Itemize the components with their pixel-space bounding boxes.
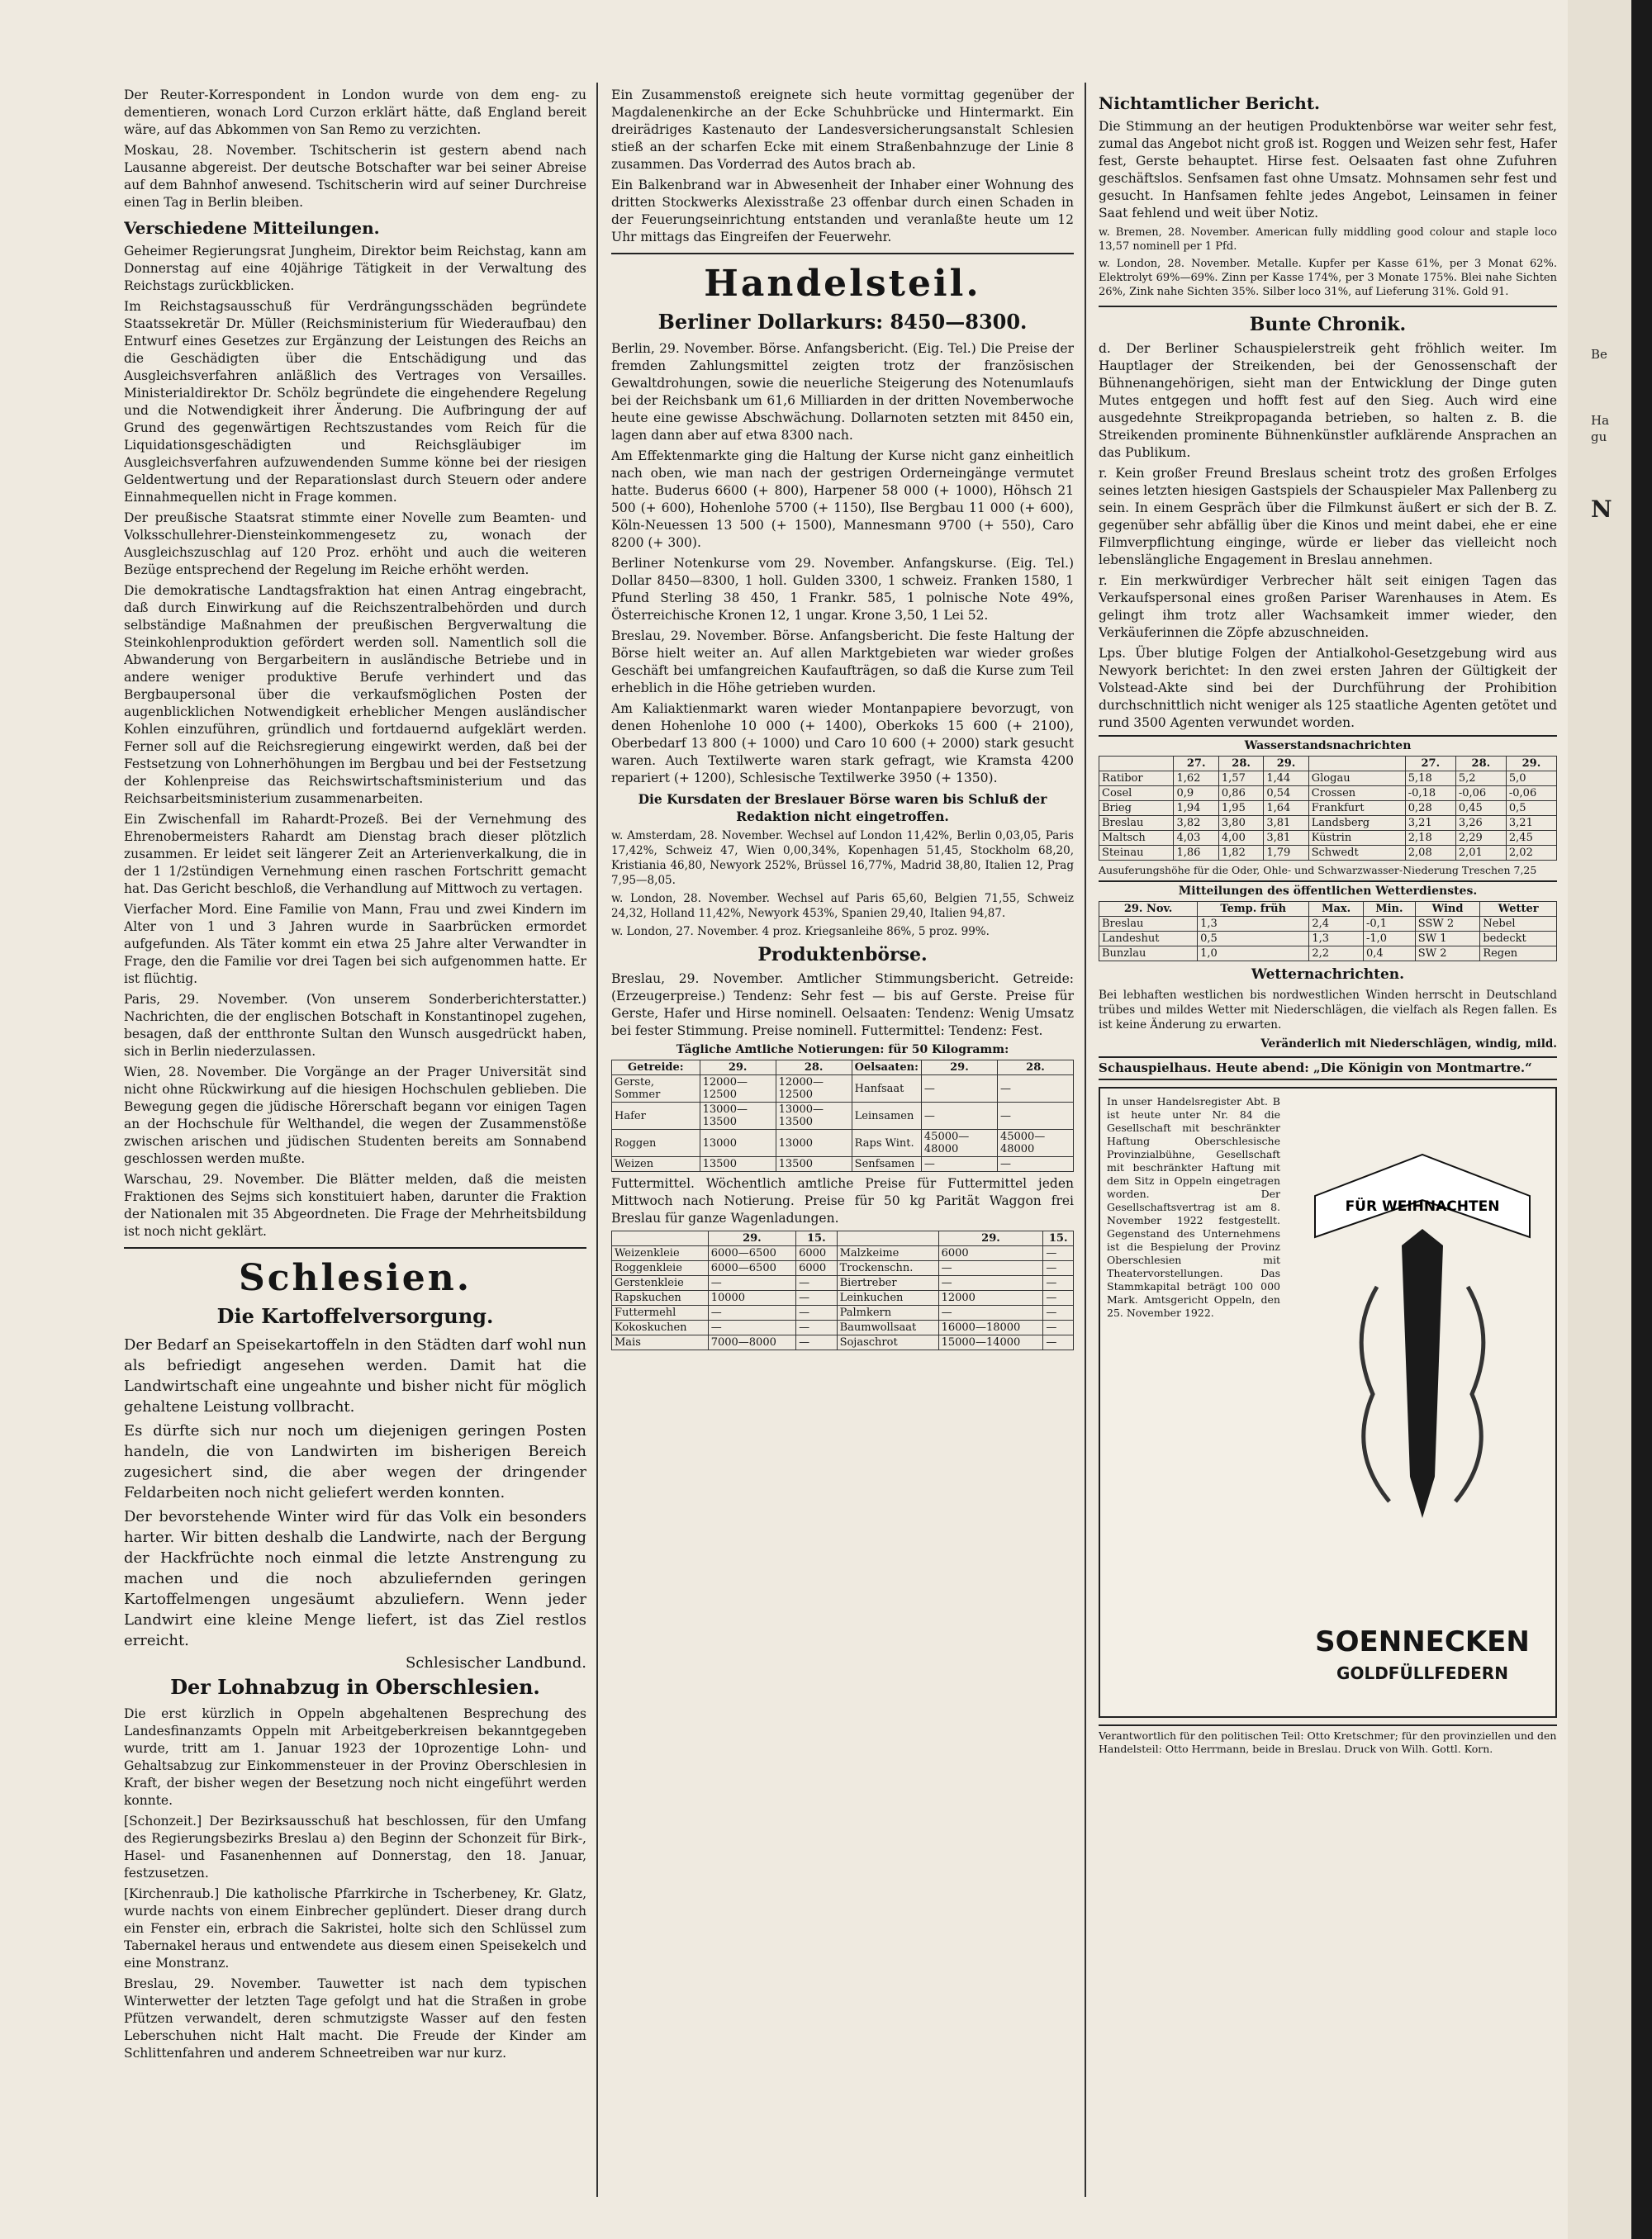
ad-brand: SOENNECKEN xyxy=(1315,1625,1530,1658)
section-title-handelsteil: Handelsteil. xyxy=(704,263,981,305)
feed-table-row xyxy=(612,1335,1074,1350)
article-paragraph: Vierfacher Mord. Eine Familie von Mann, Frau und zwei Kindern im Alter von 1 und 3 Jahren wurde in Saarbrücken ermordet aufgefunden. Als Täter kommt ein etwa 25 Jahre alter Verwandter in Frage, den die Familie vor drei Tagen bei sich aufgenommen hatte. Er ist flüchtig. xyxy=(124,902,586,986)
feed-table-row xyxy=(612,1321,1074,1335)
feed-table-cell: — xyxy=(708,1321,795,1335)
feed-table-cell: — xyxy=(796,1335,837,1350)
water-table-cell: 1,64 xyxy=(1264,801,1308,816)
feed-table-cell: 12000 xyxy=(938,1291,1043,1306)
water-table-cell: 2,45 xyxy=(1506,831,1556,846)
article-title: Produktenbörse. xyxy=(757,944,928,965)
water-table-cell: Schwedt xyxy=(1308,846,1405,861)
weather-table-row xyxy=(1099,932,1557,946)
grain-table-row xyxy=(612,1060,1074,1075)
edge-fragment: gu xyxy=(1591,429,1607,444)
water-table-cell: 1,79 xyxy=(1264,846,1308,861)
grain-table-row xyxy=(612,1130,1074,1157)
article-paragraph: Ein Zusammenstoß ereignete sich heute vormittag gegenüber der Magdalenenkirche an der Ecke Schuhbrücke und Hintermarkt. Ein dreirädriges Kastenauto der Landesversicherungsanstalt Schlesien stieß an der scharfen Ecke mit einem Straßenbahnzuge der Linie 8 zusammen. Das Vorderrad des Autos brach ab. xyxy=(611,88,1074,172)
weather-table-cell: Regen xyxy=(1480,946,1557,961)
weather-table-cell: Wetter xyxy=(1480,902,1557,917)
weather-table-cell: Min. xyxy=(1363,902,1415,917)
water-table-cell: 29. xyxy=(1264,757,1308,771)
water-table-row xyxy=(1099,846,1557,861)
feed-table-cell: — xyxy=(796,1291,837,1306)
feed-table-cell: Leinkuchen xyxy=(837,1291,938,1306)
feed-table-cell: 6000 xyxy=(796,1246,837,1261)
water-table-cell: 0,9 xyxy=(1174,786,1218,801)
feed-table-cell: — xyxy=(796,1306,837,1321)
article-paragraph: Wien, 28. November. Die Vorgänge an der Prager Universität sind nicht ohne Rückwirkung auf die hiesigen Hochschulen geblieben. Die Bewegung gegen die jüdische Hörerschaft begann vor einigen Tagen an der Hochschule für Welthandel, die wegen der Zusammenstöße zwischen arischen und jüdischen Studenten bereits am Sonnabend geschlossen werden mußte. xyxy=(124,1065,586,1166)
water-table-cell: 1,95 xyxy=(1218,801,1263,816)
grain-table-cell: 13000 xyxy=(700,1130,776,1157)
water-table-cell: 0,5 xyxy=(1506,801,1556,816)
grain-table-cell: Oelsaaten: xyxy=(852,1060,921,1075)
article-paragraph: Im Reichstagsausschuß für Verdrängungsschäden begründete Staatssekretär Dr. Müller (Reichsministerium für Wiederaufbau) den Entwurf eines Gesetzes zur Ergänzung der Leistungen des Reichs an die Geschädigten über die Entschädigung und das Ausgleichsverfahren anläßlich des Vertrages von Versailles. Ministerialdirektor Dr. Schölz begründete die eingehendere Regelung und die Notwendigkeit ihrer Änderung. Die Aufbringung der auf Grund des gegenwärtigen Rechtszustandes vom Reich für die Liquidationsgeschädigten und Reichsgläubiger im Ausgleichsverfahren aufzuwendenden Summe könne bei der riesigen Geldentwertung und der Reparationslast durch Steuern oder andere Einnahmequellen nicht in Frage kommen. xyxy=(124,299,586,505)
section-heading: Wetternachrichten. xyxy=(1251,966,1405,983)
article-paragraph: Der bevorstehende Winter wird für das Volk ein besonders harter. Wir bitten deshalb die Landwirte, nach der Bergung der Hackfrüchte noch einmal die letzte Anstrengung zu machen und die noch abzuliefernden geringen Kartoffelmengen ungesäumt abzuliefern. Wenn jeder Landwirt eine kleine Menge liefert, ist das Ziel restlos erreicht. xyxy=(124,1508,586,1649)
water-table-cell: 0,54 xyxy=(1264,786,1308,801)
water-table-cell: Frankfurt xyxy=(1308,801,1405,816)
edge-fragment: Be xyxy=(1591,347,1607,362)
grain-table-cell: — xyxy=(921,1157,997,1172)
weather-table-cell: -1,0 xyxy=(1363,932,1415,946)
feed-table-cell: 15. xyxy=(1043,1231,1074,1246)
scan-dark-edge xyxy=(1631,0,1652,2239)
water-table-cell: Cosel xyxy=(1099,786,1174,801)
feed-table-cell: Roggenkleie xyxy=(612,1261,709,1276)
table-title: Tägliche Amtliche Notierungen: für 50 Kilogramm: xyxy=(676,1043,1009,1056)
feed-table-cell: 29. xyxy=(708,1231,795,1246)
grain-table-row xyxy=(612,1157,1074,1172)
feed-table-cell: 6000 xyxy=(938,1246,1043,1261)
water-table-row xyxy=(1099,786,1557,801)
water-table-cell: 1,82 xyxy=(1218,846,1263,861)
register-notice: In unser Handelsregister Abt. B ist heute unter Nr. 84 die Gesellschaft mit beschränkter Haftung Oberschlesische Provinzialbühne, Gesellschaft mit beschränkter Haftung mit dem Sitz in Oppeln eingetragen worden. Der Gesellschaftsvertrag ist am 8. November 1922 festgestellt. Gegenstand des Unternehmens ist die Bespielung der Provinz Oberschlesien mit Theatervorstellungen. Das Stammkapital beträgt 100 000 Mark. Amtsgericht Oppeln, den 25. November 1922. xyxy=(1107,1095,1280,1319)
grain-table-cell: 29. xyxy=(921,1060,997,1075)
feed-table-cell: 15000—14000 xyxy=(938,1335,1043,1350)
water-table-cell: Glogau xyxy=(1308,771,1405,786)
article-paragraph: Der Bedarf an Speisekartoffeln in den Städten darf wohl nun als befriedigt angesehen werden. Damit hat die Landwirtschaft eine ungeahnte und bisher nicht für möglich gehaltene Leistung vollbracht. xyxy=(124,1336,586,1416)
water-table-cell xyxy=(1099,757,1174,771)
grain-table-row xyxy=(612,1075,1074,1103)
article-paragraph: [Kirchenraub.] Die katholische Pfarrkirche in Tscherbeney, Kr. Glatz, wurde nachts von einem Einbrecher geplündert. Dieser drang durch ein Fenster ein, erbrach die Sakristei, holte sich den Schlüssel zum Tabernakel heraus und entwendete aus diesem einen Speisekelch und eine Monstranz. xyxy=(124,1886,586,1971)
weather-table-row xyxy=(1099,946,1557,961)
grain-table-cell: 13500 xyxy=(776,1157,852,1172)
water-table-cell: Steinau xyxy=(1099,846,1174,861)
weather-table-cell: Nebel xyxy=(1480,917,1557,932)
feed-table-cell: Baumwollsaat xyxy=(837,1321,938,1335)
water-table-cell: Brieg xyxy=(1099,801,1174,816)
weather-table-cell: bedeckt xyxy=(1480,932,1557,946)
article-paragraph: d. Der Berliner Schauspielerstreik geht fröhlich weiter. Im Hauptlager der Streikenden, bei der Genossenschaft der Bühnenangehörigen, sieht man der Entwicklung der Dinge guten Mutes entgegen und hofft fest auf den Sieg. Auch wird eine ausgedehnte Streikpropaganda betrieben, so halten z. B. die Streikenden prominente Bühnenkünstler aufklärende Ansprachen an das Publikum. xyxy=(1099,341,1557,460)
water-table-cell: -0,06 xyxy=(1506,786,1556,801)
water-level-table xyxy=(1099,756,1557,861)
feed-table-cell: — xyxy=(1043,1335,1074,1350)
feed-table-cell: — xyxy=(938,1261,1043,1276)
water-table-cell: 3,82 xyxy=(1174,816,1218,831)
feed-table-cell: Biertreber xyxy=(837,1276,938,1291)
grain-table-cell: 13000 xyxy=(776,1130,852,1157)
water-table-cell: 2,01 xyxy=(1455,846,1506,861)
feed-table-cell xyxy=(612,1231,709,1246)
water-table-cell: 0,28 xyxy=(1405,801,1455,816)
water-table-cell: 5,2 xyxy=(1455,771,1506,786)
article-paragraph: Geheimer Regierungsrat Jungheim, Direktor beim Reichstag, kann am Donnerstag auf eine 40jährige Tätigkeit in der Verwaltung des Reichstags zurückblicken. xyxy=(124,244,586,293)
feed-table-cell: Gerstenkleie xyxy=(612,1276,709,1291)
article-paragraph: Futtermittel. Wöchentlich amtliche Preise für Futtermittel jeden Mittwoch nach Notierung. Preise für 50 kg Parität Waggon frei Breslau für ganze Wagenladungen. xyxy=(611,1176,1074,1226)
table-title: Mitteilungen des öffentlichen Wetterdienstes. xyxy=(1099,880,1557,898)
feed-table-cell: — xyxy=(1043,1261,1074,1276)
weather-table-cell: 29. Nov. xyxy=(1099,902,1198,917)
divider xyxy=(124,1247,586,1249)
feed-table-cell: 16000—18000 xyxy=(938,1321,1043,1335)
feed-table-cell: — xyxy=(1043,1321,1074,1335)
water-table-cell: Crossen xyxy=(1308,786,1405,801)
water-table-cell: 4,03 xyxy=(1174,831,1218,846)
feed-table-cell: Malzkeime xyxy=(837,1246,938,1261)
weather-table-cell: Wind xyxy=(1415,902,1480,917)
feed-table-cell: — xyxy=(796,1276,837,1291)
water-table-cell: 3,21 xyxy=(1506,816,1556,831)
feed-table-cell: 10000 xyxy=(708,1291,795,1306)
water-table-cell xyxy=(1308,757,1405,771)
feed-table-row xyxy=(612,1246,1074,1261)
water-table-cell: 4,00 xyxy=(1218,831,1263,846)
feed-table-cell: — xyxy=(708,1276,795,1291)
weather-table-cell: Breslau xyxy=(1099,917,1198,932)
grain-table-cell: Raps Wint. xyxy=(852,1130,921,1157)
water-table-cell: 3,80 xyxy=(1218,816,1263,831)
water-table-cell: 2,29 xyxy=(1455,831,1506,846)
grain-table-cell: Leinsamen xyxy=(852,1103,921,1130)
feed-table-cell: Rapskuchen xyxy=(612,1291,709,1306)
feed-prices-table xyxy=(611,1231,1074,1350)
article-paragraph: r. Ein merkwürdiger Verbrecher hält seit einigen Tagen das Verkaufspersonal eines großen Pariser Warenhauses in Atem. Es gelingt ihm trotz aller Wachsamkeit immer wieder, den Verkäuferinnen die Zöpfe abzuschneiden. xyxy=(1099,573,1557,640)
water-table-cell: 1,94 xyxy=(1174,801,1218,816)
feed-table-cell: Weizenkleie xyxy=(612,1246,709,1261)
water-table-cell: Breslau xyxy=(1099,816,1174,831)
article-paragraph: Breslau, 29. November. Amtlicher Stimmungsbericht. Getreide: (Erzeugerpreise.) Tendenz: Sehr fest — bis auf Gerste. Preise für Gerste, Hafer und Hirse nominell. Oelsaaten: Tendenz: Wenig Umsatz bei fester Stimmung. Preise nominell. Futtermittel: Tendenz: Fest. xyxy=(611,971,1074,1038)
water-table-cell: 29. xyxy=(1506,757,1556,771)
notice: Die Kursdaten der Breslauer Börse waren bis Schluß der Redaktion nicht eingetroffen. xyxy=(638,791,1047,824)
market-report: w. London, 28. November. Metalle. Kupfer per Kasse 61%, per 3 Monat 62%. Elektrolyt 69%—69%. Zinn per Kasse 174%, per 3 Monate 175%. Blei nahe Sichten 26%, Zink nahe Sichten 35%. Silber loco 31%, auf Lieferung 31%. Gold 91. xyxy=(1099,258,1557,298)
grain-table-cell: 12000—12500 xyxy=(700,1075,776,1103)
article-title: Die Kartoffelversorgung. xyxy=(216,1304,494,1328)
article-paragraph: Breslau, 29. November. Börse. Anfangsbericht. Die feste Haltung der Börse hielt weiter an. Auf allen Marktgebieten war wieder großes Geschäft bei umfangreichen Kaufaufträgen, so daß die Kurse zum Teil erheblich in die Höhe getrieben wurden. xyxy=(611,629,1074,695)
weather-table-cell: Max. xyxy=(1309,902,1364,917)
water-table-cell: Küstrin xyxy=(1308,831,1405,846)
water-table-cell: 0,86 xyxy=(1218,786,1263,801)
water-table-cell: 1,62 xyxy=(1174,771,1218,786)
exchange-report: w. Amsterdam, 28. November. Wechsel auf London 11,42%, Berlin 0,03,05, Paris 17,42%, Schweiz 47, Wien 0,00,34%, Kopenhagen 51,45, Stockholm 68,20, Kristiania 46,80, Newyork 252%, Brüssel 16,77%, Madrid 38,80, Italien 12, Prag 7,95—8,05. xyxy=(611,829,1074,887)
grain-table-cell: 12000—12500 xyxy=(776,1075,852,1103)
water-table-row xyxy=(1099,757,1557,771)
grain-prices-table xyxy=(611,1060,1074,1172)
grain-table-cell: 28. xyxy=(997,1060,1073,1075)
table-note: Ausuferungshöhe für die Oder, Ohle- und Schwarzwasser-Niederung Treschen 7,25 xyxy=(1099,864,1537,876)
feed-table-cell: Palmkern xyxy=(837,1306,938,1321)
water-table-cell: 1,57 xyxy=(1218,771,1263,786)
article-paragraph: Die erst kürzlich in Oppeln abgehaltenen Besprechung des Landesfinanzamts Oppeln mit Arbeitgeberkreisen bekanntgegeben wurde, tritt am 1. Januar 1923 der 10prozentige Lohn- und Gehaltsabzug zur Einkommensteuer in der Provinz Oberschlesien in Kraft, der bisher wegen der Besetzung noch nicht eingeführt werden konnte. xyxy=(124,1706,586,1808)
weather-table-row xyxy=(1099,902,1557,917)
feed-table-cell: 6000—6500 xyxy=(708,1246,795,1261)
article-paragraph: Am Effektenmarkte ging die Haltung der Kurse nicht ganz einheitlich nach oben, wie man nach der gestrigen Orderneingänge vermutet hatte. Buderus 6600 (+ 800), Harpener 58 000 (+ 1000), Höhsch 21 500 (+ 600), Hohenlohe 5700 (+ 1150), Ilse Bergbau 11 000 (+ 600), Köln-Neuessen 13 500 (+ 1500), Mannesmann 9700 (+ 550), Caro 8200 (+ 300). xyxy=(611,448,1074,550)
feed-table-row xyxy=(612,1306,1074,1321)
water-table-cell: 2,08 xyxy=(1405,846,1455,861)
grain-table-row xyxy=(612,1103,1074,1130)
grain-table-cell: 29. xyxy=(700,1060,776,1075)
forecast: Veränderlich mit Niederschlägen, windig, mild. xyxy=(1260,1037,1557,1051)
grain-table-cell: Senfsamen xyxy=(852,1157,921,1172)
water-table-row xyxy=(1099,831,1557,846)
column-rule-1 xyxy=(596,83,598,2197)
exchange-report: w. London, 27. November. 4 proz. Kriegsanleihe 86%, 5 proz. 99%. xyxy=(611,925,990,938)
article-paragraph: Die demokratische Landtagsfraktion hat einen Antrag eingebracht, daß durch Einwirkung auf die Reichszentralbehörden und durch selbständige Maßnahmen der preußischen Bergverwaltung die Steinkohlenproduktion gefördert werden soll. Namentlich soll die Abwanderung von Bergarbeitern in ausländische Betriebe und in andere weniger produktive Berufe verhindert und das Bergbaupersonal über die verkaufsmöglichen Posten der augenblicklichen Notwendigkeit erheblicher Mengen ausländischer Kohlen einzuführen, gründlich und fortdauernd aufgeklärt werden. Ferner soll auf die Reichsregierung eingewirkt werden, daß bei der Festsetzung von Lohnerhöhungen im Bergbau und bei der Festsetzung der Kohlenpreise das Reichswirtschaftsministerium und das Reichsarbeitsministerium zusammenarbeiten. xyxy=(124,583,586,806)
section-heading: Verschiedene Mitteilungen. xyxy=(124,218,380,238)
water-table-cell: 5,0 xyxy=(1506,771,1556,786)
weather-table-cell: 2,4 xyxy=(1309,917,1364,932)
water-table-row xyxy=(1099,771,1557,786)
grain-table-cell: — xyxy=(997,1157,1073,1172)
grain-table-cell: Hafer xyxy=(612,1103,700,1130)
article-paragraph: Paris, 29. November. (Von unserem Sonderberichterstatter.) Nachrichten, die der englischen Botschaft in Konstantinopel zugehen, besagen, daß der entthronte Sultan den Wunsch ausgedrückt haben, sich in Berlin niederzulassen. xyxy=(124,992,586,1059)
article-paragraph: [Schonzeit.] Der Bezirksausschuß hat beschlossen, für den Umfang des Regierungsbezirks Breslau a) den Beginn der Schonzeit für Birk-, Hasel- und Fasanenhennen auf Donnerstag, den 18. Januar, festzusetzen. xyxy=(124,1814,586,1881)
top-border xyxy=(124,66,1557,84)
weather-table-cell: Landeshut xyxy=(1099,932,1198,946)
water-table-cell: 1,86 xyxy=(1174,846,1218,861)
grain-table-cell: Hanfsaat xyxy=(852,1075,921,1103)
grain-table-cell: Getreide: xyxy=(612,1060,700,1075)
grain-table-cell: — xyxy=(921,1103,997,1130)
grain-table-cell: 45000—48000 xyxy=(997,1130,1073,1157)
edge-fragment: N xyxy=(1591,496,1612,523)
feed-table-cell: Kokoskuchen xyxy=(612,1321,709,1335)
market-report: w. Bremen, 28. November. American fully middling good colour and staple loco 13,57 nominell per 1 Pfd. xyxy=(1099,226,1557,253)
ad-banner-text: FÜR WEIHNACHTEN xyxy=(1345,1198,1500,1215)
water-table-row xyxy=(1099,816,1557,831)
water-table-cell: 0,45 xyxy=(1455,801,1506,816)
grain-table-cell: 13000—13500 xyxy=(776,1103,852,1130)
edge-fragment: Ha xyxy=(1591,413,1610,428)
divider xyxy=(1099,306,1557,307)
water-table-cell: 3,81 xyxy=(1264,831,1308,846)
column-1 xyxy=(124,87,586,2201)
table-title: Wasserstandsnachrichten xyxy=(1099,735,1557,752)
article-paragraph: Es dürfte sich nur noch um diejenigen geringen Posten handeln, die von Landwirten im bisherigen Bereich zugesichert sind, die aber wegen der dringender Feldarbeiten noch nicht geliefert werden konnten. xyxy=(124,1422,586,1501)
section-heading: Bunte Chronik. xyxy=(1249,314,1407,335)
weather-table-cell: 2,2 xyxy=(1309,946,1364,961)
adjacent-page-edge xyxy=(1568,0,1631,2239)
weather-table-cell: 1,3 xyxy=(1309,932,1364,946)
article-paragraph: Lps. Über blutige Folgen der Antialkohol-Gesetzgebung wird aus Newyork berichtet: In den zwei ersten Jahren der Gültigkeit der Volstead-Akte sind bei der Durchführung der Prohibition durchschnittlich nicht weniger als 125 staatliche Agenten getötet und rund 3500 Agenten verwundet worden. xyxy=(1099,646,1557,730)
water-table-cell: 28. xyxy=(1218,757,1263,771)
feed-table-cell: — xyxy=(796,1321,837,1335)
article-paragraph: Berliner Notenkurse vom 29. November. Anfangskurse. (Eig. Tel.) Dollar 8450—8300, 1 holl. Gulden 3300, 1 schweiz. Franken 1580, 1 Pfund Sterling 38 450, 1 Frankr. 585, 1 polnische Note 49%, Österreichische Kronen 12, 1 ungar. Krone 3,50, 1 Lei 52. xyxy=(611,556,1074,623)
soennecken-advertisement xyxy=(1099,1087,1557,1718)
feed-table-cell: 29. xyxy=(938,1231,1043,1246)
section-title-schlesien: Schlesien. xyxy=(238,1257,472,1299)
feed-table-cell: — xyxy=(1043,1276,1074,1291)
weather-table-cell: 1,3 xyxy=(1198,917,1309,932)
feed-table-cell: — xyxy=(1043,1246,1074,1261)
fountain-pen-icon xyxy=(1298,1122,1546,1584)
weather-table-cell: 0,5 xyxy=(1198,932,1309,946)
feed-table-cell: — xyxy=(1043,1306,1074,1321)
article-paragraph: Die Stimmung an der heutigen Produktenbörse war weiter sehr fest, zumal das Angebot nicht groß ist. Roggen und Weizen sehr fest, Hafer fest, Gerste behauptet. Hirse fest. Oelsaaten fast ohne Zufuhren geschäftslos. Senfsamen fast ohne Umsatz. Mohnsamen sehr fest und gesucht. In Hanfsamen fehlte jedes Angebot, Leinsamen in feiner Saat fehlend und weit über Notiz. xyxy=(1099,119,1557,221)
water-table-cell: 3,21 xyxy=(1405,816,1455,831)
grain-table-cell: 13000—13500 xyxy=(700,1103,776,1130)
article-title: Der Lohnabzug in Oberschlesien. xyxy=(170,1675,540,1699)
water-table-cell: 5,18 xyxy=(1405,771,1455,786)
grain-table-cell: — xyxy=(921,1075,997,1103)
article-paragraph: r. Kein großer Freund Breslaus scheint trotz des großen Erfolges seines letzten hiesigen Gastspiels der Schauspieler Max Pallenberg zu sein. In einem Gespräch über die Filmkunst äußert er sich der B. Z. gegenüber sehr abfällig über die Kinos und meint dabei, ehe er eine Filmverpflichtung einginge, würde er lieber das vielleicht noch lebenslängliche Engagement in Breslau annehmen. xyxy=(1099,466,1557,567)
weather-table-cell: 0,4 xyxy=(1363,946,1415,961)
feed-table-cell: Sojaschrot xyxy=(837,1335,938,1350)
feed-table-cell xyxy=(837,1231,938,1246)
feed-table-cell: Futtermehl xyxy=(612,1306,709,1321)
article-paragraph: Am Kaliaktienmarkt waren wieder Montanpapiere bevorzugt, von denen Hohenlohe 10 000 (+ 1400), Oberkoks 15 600 (+ 2100), Oberbedarf 13 800 (+ 1000) und Caro 10 600 (+ 2000) stark gesucht waren. Auch Textilwerte waren stark gefragt, wie Kramsta 4200 repariert (+ 1200), Schlesische Textilwerke 3950 (+ 1350). xyxy=(611,701,1074,785)
water-table-cell: -0,06 xyxy=(1455,786,1506,801)
divider xyxy=(611,253,1074,254)
grain-table-cell: 45000—48000 xyxy=(921,1130,997,1157)
weather-table-cell: SW 1 xyxy=(1415,932,1480,946)
article-paragraph: Ein Zwischenfall im Rahardt-Prozeß. Bei der Vernehmung des Ehrenobermeisters Rahardt am Dienstag brach dieser plötzlich zusammen. Er leidet seit längerer Zeit an Arterienverkalkung, die in der 1 1/2stündigen Vernehmung einen raschen Fortschritt gemacht hat. Das Gericht beschloß, die Verhandlung auf Mittwoch zu vertagen. xyxy=(124,812,586,896)
article-paragraph: Moskau, 28. November. Tschitscherin ist gestern abend nach Lausanne abgereist. Der deutsche Botschafter war bei seiner Abreise auf dem Bahnhof anwesend. Tschitscherin wird auf seiner Durchreise einen Tag in Berlin bleiben. xyxy=(124,143,586,210)
water-table-cell: 27. xyxy=(1405,757,1455,771)
column-rule-2 xyxy=(1085,83,1086,2197)
grain-table-cell: — xyxy=(997,1103,1073,1130)
article-paragraph: Breslau, 29. November. Tauwetter ist nach dem typischen Winterwetter der letzten Tage gefolgt und hat die Straßen in grobe Pfützen verwandelt, deren schmutzigste Wasser auf den festen Leberschuhen nicht Halt macht. Die Freude der Kinder am Schlittenfahren und anderem Schneetreiben war nur kurz. xyxy=(124,1976,586,2061)
water-table-cell: Maltsch xyxy=(1099,831,1174,846)
section-heading: Nichtamtlicher Bericht. xyxy=(1099,93,1321,113)
feed-table-cell: 15. xyxy=(796,1231,837,1246)
water-table-cell: 3,81 xyxy=(1264,816,1308,831)
column-2 xyxy=(611,87,1074,2201)
feed-table-cell: 6000—6500 xyxy=(708,1261,795,1276)
weather-table-cell: Temp. früh xyxy=(1198,902,1309,917)
feed-table-cell: — xyxy=(708,1306,795,1321)
water-table-cell: 1,44 xyxy=(1264,771,1308,786)
weather-table xyxy=(1099,901,1557,961)
article-paragraph: Berlin, 29. November. Börse. Anfangsbericht. (Eig. Tel.) Die Preise der fremden Zahlungsmittel zeigten trotz der französischen Gewaltdrohungen, sowie die neuerliche Steigerung des Notenumlaufs bei der Reichsbank um 61,6 Milliarden in der dritten Novemberwoche heute eine gewisse Abschwächung. Dollarnoten setzten mit 8450 ein, lagen dann aber auf etwa 8300 nach. xyxy=(611,341,1074,443)
article-paragraph: Warschau, 29. November. Die Blätter melden, daß die meisten Fraktionen des Sejms sich konstituiert haben, darunter die Fraktion der Nationalen mit 35 Abgeordneten. Die Frage der Mehrheitsbildung ist noch nicht geklärt. xyxy=(124,1172,586,1239)
signature: Schlesischer Landbund. xyxy=(405,1654,586,1672)
water-table-cell: Landsberg xyxy=(1308,816,1405,831)
feed-table-cell: Mais xyxy=(612,1335,709,1350)
grain-table-cell: — xyxy=(997,1075,1073,1103)
feed-table-cell: Trockenschn. xyxy=(837,1261,938,1276)
grain-table-cell: 28. xyxy=(776,1060,852,1075)
grain-table-cell: Roggen xyxy=(612,1130,700,1157)
weather-table-cell: -0,1 xyxy=(1363,917,1415,932)
grain-table-cell: Gerste, Sommer xyxy=(612,1075,700,1103)
feed-table-cell: 6000 xyxy=(796,1261,837,1276)
weather-table-cell: SSW 2 xyxy=(1415,917,1480,932)
feed-table-row xyxy=(612,1231,1074,1246)
weather-report: Bei lebhaften westlichen bis nordwestlichen Winden herrscht in Deutschland trübes und mildes Wetter mit Niederschlägen, die vielfach als Regen fallen. Es ist keine Änderung zu erwarten. xyxy=(1099,989,1557,1032)
water-table-cell: 28. xyxy=(1455,757,1506,771)
feed-table-row xyxy=(612,1261,1074,1276)
water-table-cell: Ratibor xyxy=(1099,771,1174,786)
feed-table-cell: — xyxy=(938,1306,1043,1321)
water-table-cell: -0,18 xyxy=(1405,786,1455,801)
article-paragraph: Der preußische Staatsrat stimmte einer Novelle zum Beamten- und Volksschullehrer-Diensteinkommengesetz zu, wonach der Ausgleichszuschlag auf 120 Proz. erhöht und auch die weiteren Bezüge entsprechend der Regelung im Reiche erhöht werden. xyxy=(124,510,586,577)
feed-table-row xyxy=(612,1276,1074,1291)
feed-table-cell: 7000—8000 xyxy=(708,1335,795,1350)
theater-notice: Schauspielhaus. Heute abend: „Die Königin von Montmartre.“ xyxy=(1099,1056,1557,1080)
imprint-footer: Verantwortlich für den politischen Teil: Otto Kretschmer; für den provinziellen und den Handelsteil: Otto Herrmann, beide in Breslau. Druck von Wilh. Gottl. Korn. xyxy=(1099,1724,1557,1756)
dollar-rate: Berliner Dollarkurs: 8450—8300. xyxy=(657,310,1028,334)
feed-table-cell: — xyxy=(1043,1291,1074,1306)
feed-table-row xyxy=(612,1291,1074,1306)
feed-table-cell: — xyxy=(938,1276,1043,1291)
weather-table-cell: 1,0 xyxy=(1198,946,1309,961)
weather-table-cell: SW 2 xyxy=(1415,946,1480,961)
water-table-cell: 27. xyxy=(1174,757,1218,771)
water-table-cell: 2,18 xyxy=(1405,831,1455,846)
ad-subtitle: GOLDFÜLLFEDERN xyxy=(1336,1663,1508,1683)
water-table-row xyxy=(1099,801,1557,816)
weather-table-cell: Bunzlau xyxy=(1099,946,1198,961)
article-paragraph: Ein Balkenbrand war in Abwesenheit der Inhaber einer Wohnung des dritten Stockwerks Alexisstraße 23 offenbar durch einen Schaden in der Feuerungseinrichtung entstanden und veranlaßte heute um 12 Uhr mittags das Eingreifen der Feuerwehr. xyxy=(611,178,1074,244)
water-table-cell: 2,02 xyxy=(1506,846,1556,861)
grain-table-cell: 13500 xyxy=(700,1157,776,1172)
grain-table-cell: Weizen xyxy=(612,1157,700,1172)
article-paragraph: Der Reuter-Korrespondent in London wurde von dem eng- zu dementieren, wonach Lord Curzon erklärt hätte, daß England bereit wäre, auf das Abkommen von San Remo zu verzichten. xyxy=(124,88,586,137)
water-table-cell: 3,26 xyxy=(1455,816,1506,831)
column-3 xyxy=(1099,87,1557,2201)
exchange-report: w. London, 28. November. Wechsel auf Paris 65,60, Belgien 71,55, Schweiz 24,32, Holland 11,42%, Newyork 453%, Spanien 29,40, Italien 94,87. xyxy=(611,892,1074,920)
weather-table-row xyxy=(1099,917,1557,932)
